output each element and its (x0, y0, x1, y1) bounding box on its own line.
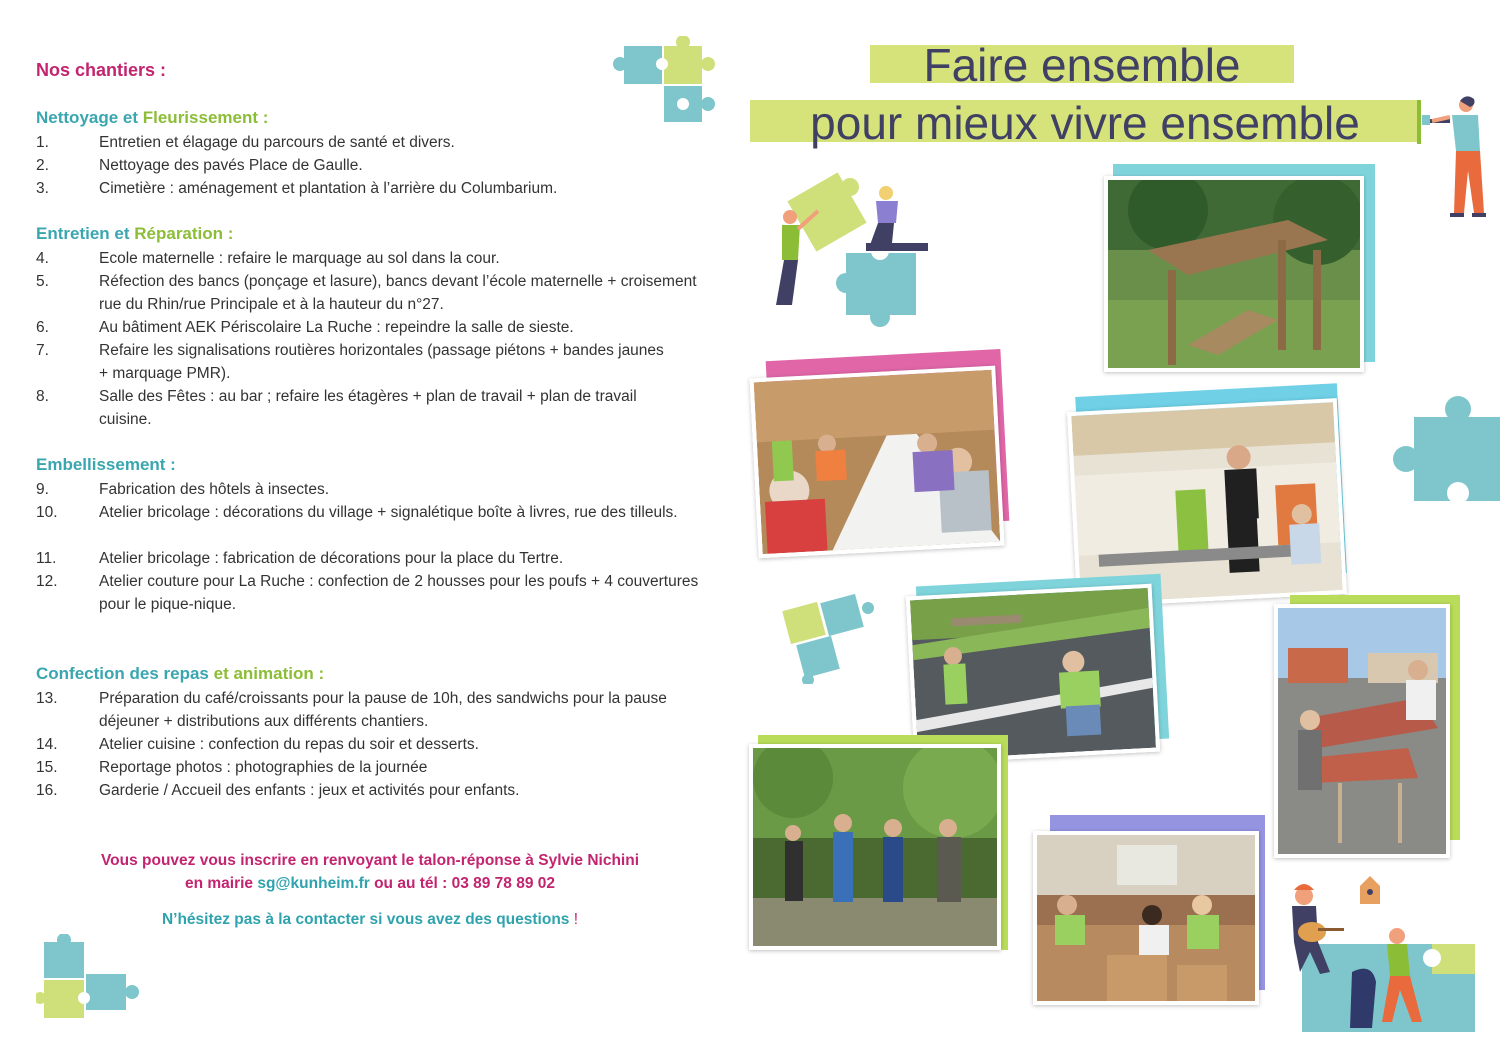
contact-phone: ou au tél : 03 89 78 89 02 (369, 875, 556, 892)
list-item (36, 154, 716, 177)
list-item (36, 779, 716, 802)
item-number: 6. (36, 319, 49, 336)
item-text: Réfection des bancs (ponçage et lasure), bancs devant l’école maternelle + croisement rue du Rhin/rue Principale et à la hauteur du n°27. (99, 273, 697, 313)
section-title-entretien (36, 224, 233, 244)
item-number: 13. (36, 690, 58, 707)
section-title-repas (36, 664, 324, 684)
item-text: Atelier cuisine : confection du repas du soir et desserts. (99, 736, 479, 753)
contact-exclamation: ! (569, 911, 579, 928)
contact-line-2 (30, 872, 710, 895)
list-item (36, 247, 716, 270)
section-title-part: Fleurissement : (142, 108, 269, 127)
headline-accent (1417, 100, 1421, 144)
puzzle-icon-middle (778, 592, 878, 684)
list-item (36, 570, 716, 616)
item-number: 10. (36, 504, 58, 521)
list-item (36, 756, 716, 779)
photo-forest-group (749, 744, 1001, 950)
item-number: 1. (36, 134, 49, 151)
item-number: 14. (36, 736, 58, 753)
contact-line-3 (30, 908, 710, 931)
item-text: Nettoyage des pavés Place de Gaulle. (99, 157, 363, 174)
section-title-part: Embellissement : (36, 455, 176, 474)
item-number: 3. (36, 180, 49, 197)
headline-line-2: pour mieux vivre ensemble (810, 97, 1360, 149)
puzzle-icon-top (612, 36, 716, 126)
item-text: Cimetière : aménagement et plantation à l’arrière du Columbarium. (99, 180, 558, 197)
list-item (36, 478, 716, 501)
contact-text: N’hésitez pas à la contacter si vous avez des questions (161, 911, 570, 928)
item-text: Reportage photos : photographies de la journée (99, 759, 428, 776)
painter-illustration (1422, 95, 1492, 220)
page-title: Nos chantiers : (36, 60, 167, 80)
puzzle-piece-icon (1392, 395, 1500, 507)
section-title-part: Entretien et (36, 224, 135, 243)
puzzle-climbers-illustration (758, 165, 933, 340)
section-title-part: Confection des repas (36, 664, 214, 683)
item-number: 11. (36, 550, 57, 567)
list-item (36, 687, 716, 733)
item-number: 4. (36, 250, 49, 267)
item-number: 9. (36, 481, 49, 498)
item-number: 7. (36, 342, 49, 359)
item-number: 15. (36, 759, 58, 776)
list-item (36, 270, 716, 316)
item-text: Atelier bricolage : fabrication de décorations pour la place du Tertre. (99, 550, 564, 567)
list-item (36, 131, 716, 154)
list-item (36, 177, 716, 200)
item-text: Préparation du café/croissants pour la pause de 10h, des sandwichs pour la pause déjeuner + distributions aux différents chantiers. (99, 690, 667, 730)
section-title-embellissement (36, 455, 176, 475)
contact-line-1: Vous pouvez vous inscrire en renvoyant le talon-réponse à Sylvie Nichini (100, 852, 640, 869)
item-text: Salle des Fêtes : au bar ; refaire les étagères + plan de travail + plan de travail cuisine. (99, 388, 637, 428)
item-number: 16. (36, 782, 58, 799)
contact-email-link[interactable]: sg@kunheim.fr (257, 875, 370, 892)
item-text: Garderie / Accueil des enfants : jeux et activités pour enfants. (99, 782, 520, 799)
item-number: 8. (36, 388, 49, 405)
list-item (36, 385, 661, 431)
item-text: Refaire les signalisations routières horizontales (passage piétons + bandes jaunes + marquage PMR). (99, 342, 664, 382)
item-text: Atelier bricolage : décorations du village + signalétique boîte à livres, rue des tilleuls. (99, 504, 678, 521)
headline-line-1: Faire ensemble (923, 39, 1241, 91)
musician-illustration (1282, 872, 1477, 1034)
item-text: Au bâtiment AEK Périscolaire La Ruche : repeindre la salle de sieste. (99, 319, 574, 336)
list-item (36, 339, 676, 385)
contact-text: en mairie (184, 875, 258, 892)
section-title-part: et animation : (213, 664, 325, 683)
list-item (36, 501, 696, 524)
photo-dinner (749, 366, 1004, 559)
item-text: Ecole maternelle : refaire le marquage au sol dans la cour. (99, 250, 500, 267)
section-title-nettoyage (36, 108, 268, 128)
item-number: 5. (36, 273, 49, 290)
section-title-part: Réparation : (134, 224, 234, 243)
list-item (36, 316, 716, 339)
section-title-part: Nettoyage et (36, 108, 143, 127)
item-text: Entretien et élagage du parcours de santé et divers. (99, 134, 455, 151)
item-number: 12. (36, 573, 58, 590)
photo-kids-workshop (1274, 604, 1450, 858)
list-item (36, 547, 716, 570)
puzzle-icon-bottom (36, 934, 140, 1024)
photo-crafts-table (1033, 831, 1259, 1005)
item-number: 2. (36, 157, 49, 174)
list-item (36, 733, 716, 756)
item-text: Atelier couture pour La Ruche : confection de 2 housses pour les poufs + 4 couvertures pour le pique-nique. (99, 573, 699, 613)
item-text: Fabrication des hôtels à insectes. (99, 481, 330, 498)
photo-pergola (1104, 176, 1364, 372)
